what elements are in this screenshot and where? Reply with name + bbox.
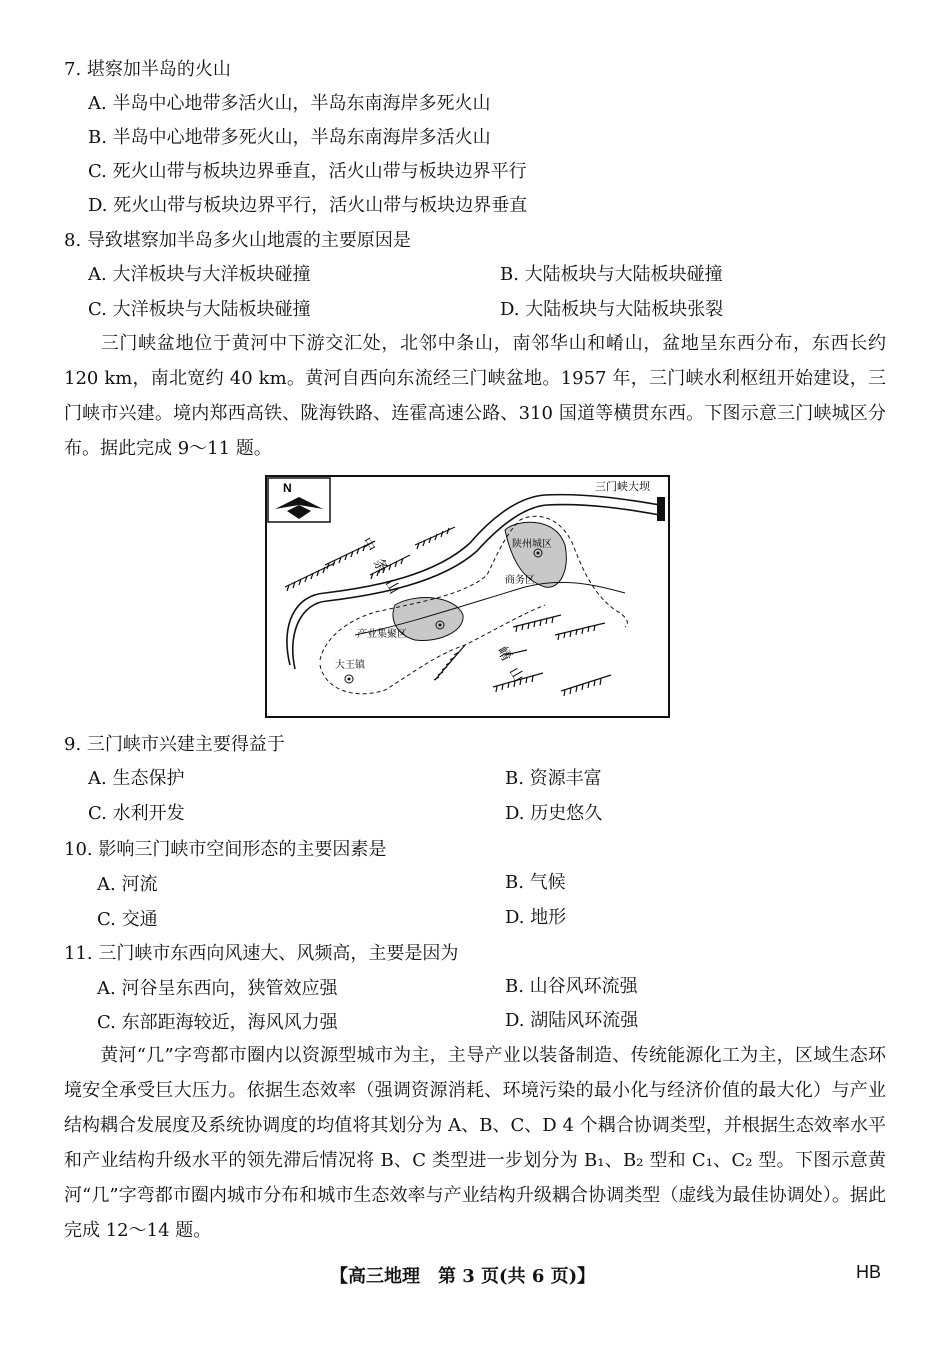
- footer-code: HB: [856, 1262, 882, 1282]
- district-business-label: 商务区: [505, 575, 535, 586]
- north-arrow-icon: [268, 478, 330, 522]
- q8-option-b: B. 大陆板块与大陆板块碰撞: [500, 264, 723, 285]
- q9-option-d: D. 历史悠久: [505, 803, 603, 824]
- district-dawang-label: 大王镇: [335, 660, 365, 671]
- mountain-zhongtiao-label: 中条山: [357, 535, 408, 606]
- q10-option-d: D. 地形: [505, 907, 567, 928]
- q10-stem: 10. 影响三门峡市空间形态的主要因素是: [64, 839, 387, 860]
- q9-option-a: A. 生态保护: [88, 768, 185, 789]
- q10-option-b: B. 气候: [505, 872, 566, 893]
- north-label: N: [283, 481, 292, 495]
- q7-stem: 7. 堪察加半岛的火山: [64, 59, 231, 80]
- q8-option-d: D. 大陆板块与大陆板块张裂: [500, 299, 724, 320]
- q7-option-c: C. 死火山带与板块边界垂直，活火山带与板块边界平行: [88, 161, 527, 182]
- q11-option-d: D. 湖陆风环流强: [505, 1010, 639, 1031]
- sanmenxia-city-map: [265, 475, 670, 718]
- q8-option-c: C. 大洋板块与大陆板块碰撞: [88, 299, 311, 320]
- passage-sanmenxia: [64, 326, 886, 466]
- passage-sanmenxia-text: 三门峡盆地位于黄河中下游交汇处，北邻中条山，南邻华山和崤山，盆地呈东西分布，东西长约 120 km，南北宽约 40 km。黄河自西向东流经三门峡盆地。1957 年，三门峡水利枢纽开始建设，三门峡市兴建。境内郑西高铁、陇海铁路、连霍高速公路、310 国道等横贯东西。下图示意三门峡城区分布。据此完成 9～11 题。: [64, 333, 886, 459]
- dam-label: 三门峡大坝: [595, 480, 650, 493]
- page-footer: 【高三地理 第 3 页(共 6 页)】: [330, 1266, 596, 1287]
- passage-yellow-river-bend-text: 黄河“几”字弯都市圈内以资源型城市为主，主导产业以装备制造、传统能源化工为主，区域生态环境安全承受巨大压力。依据生态效率（强调资源消耗、环境污染的最小化与经济价值的最大化）与产业结构耦合发展度及系统协调度的均值将其划分为 A、B、C、D 4 个耦合协调类型，并根据生态效率水平和产业结构升级水平的领先滞后情况将 B、C 类型进一步划分为 B₁、B₂ 型和 C₁、C₂ 型。下图示意黄河“几”字弯都市圈内城市分布和城市生态效率与产业结构升级耦合协调类型（虚线为最佳协调处）。据此完成 12～14 题。: [64, 1045, 886, 1241]
- q11-option-a: A. 河谷呈东西向，狭管效应强: [97, 978, 338, 999]
- q10-option-a: A. 河流: [97, 874, 158, 895]
- dam-icon: [657, 497, 665, 521]
- passage-yellow-river-bend: [64, 1038, 886, 1248]
- q11-option-b: B. 山谷风环流强: [505, 976, 638, 997]
- q11-stem: 11. 三门峡市东西向风速大、风频高，主要是因为: [64, 943, 459, 964]
- q7-option-b: B. 半岛中心地带多死火山，半岛东南海岸多活火山: [88, 127, 491, 148]
- district-industrial-label: 产业集聚区: [357, 629, 407, 640]
- q10-option-c: C. 交通: [97, 909, 158, 930]
- q9-stem: 9. 三门峡市兴建主要得益于: [64, 734, 285, 755]
- q7-option-a: A. 半岛中心地带多活火山，半岛东南海岸多死火山: [88, 93, 491, 114]
- q8-option-a: A. 大洋板块与大洋板块碰撞: [88, 264, 311, 285]
- mountain-xiao-label: 崤山: [493, 644, 532, 694]
- q11-option-c: C. 东部距海较近，海风风力强: [97, 1012, 338, 1033]
- q9-option-b: B. 资源丰富: [505, 768, 602, 789]
- district-shanzhou-label: 陕州城区: [512, 539, 552, 550]
- q9-option-c: C. 水利开发: [88, 803, 185, 824]
- q8-stem: 8. 导致堪察加半岛多火山地震的主要原因是: [64, 230, 411, 251]
- q7-option-d: D. 死火山带与板块边界平行，活火山带与板块边界垂直: [88, 195, 528, 216]
